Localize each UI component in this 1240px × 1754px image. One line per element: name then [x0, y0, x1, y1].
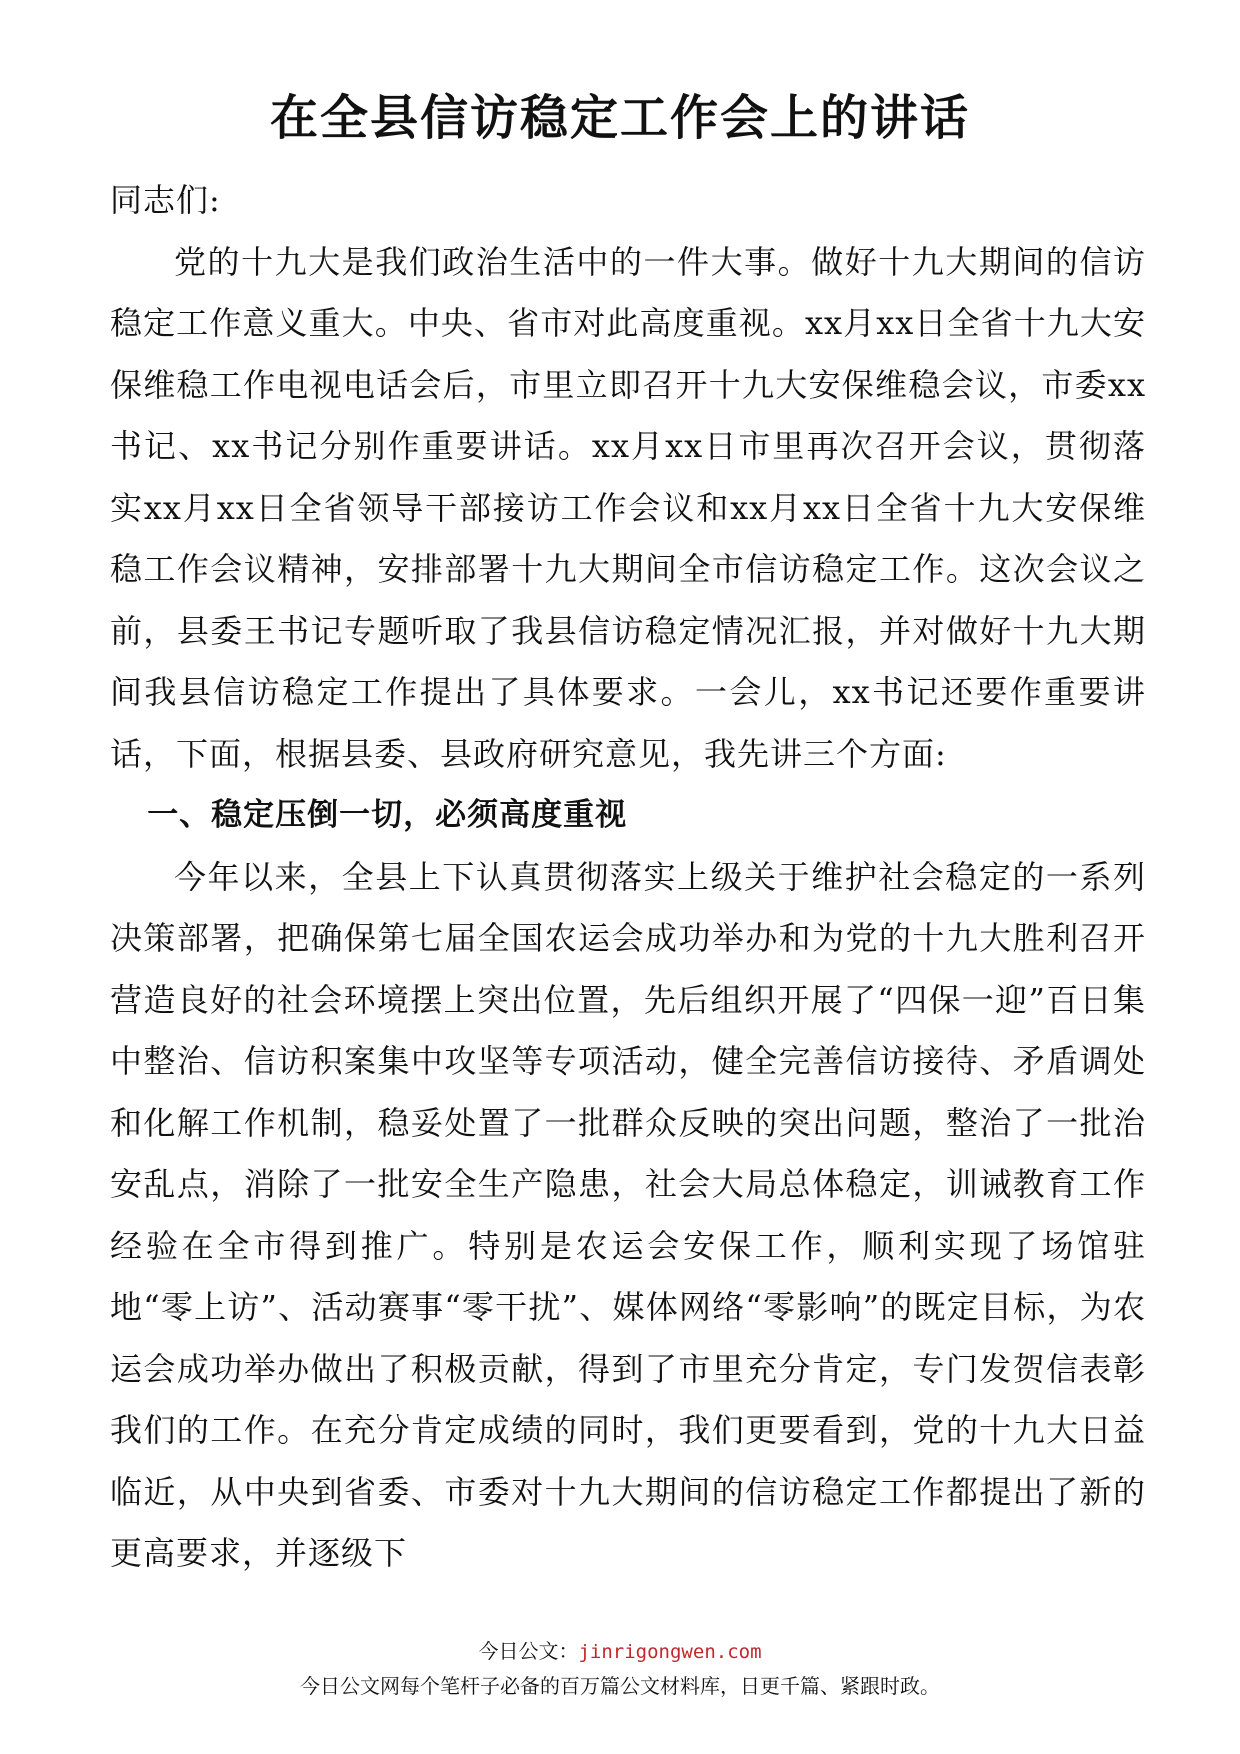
footer-site-line [0, 1634, 1240, 1669]
footer-url-link[interactable]: jinrigongwen.com [578, 1641, 762, 1663]
footer-separator: ： [558, 1639, 579, 1663]
section-heading-1: 一、稳定压倒一切，必须高度重视 [147, 797, 628, 833]
footer-tagline: 今日公文网每个笔杆子必备的百万篇公文材料库，日更千篇、紧跟时政。 [300, 1674, 940, 1698]
paragraph-intro: 党的十九大是我们政治生活中的一件大事。做好十九大期间的信访稳定工作意义重大。中央、省市对此高度重视。xx月xx日全省十九大安保维稳工作电视电话会后，市里立即召开十九大安保维稳会议，市委xx书记、xx书记分别作重要讲话。xx月xx日市里再次召开会议，贯彻落实xx月xx日全省领导干部接访工作会议和xx月xx日全省十九大安保维稳工作会议精神，安排部署十九大期间全市信访稳定工作。这次会议之前，县委王书记专题听取了我县信访稳定情况汇报，并对做好十九大期间我县信访稳定工作提出了具体要求。一会儿，xx书记还要作重要讲话，下面，根据县委、县政府研究意见，我先讲三个方面: [110, 242, 1146, 773]
footer [0, 1634, 1240, 1703]
document-body [110, 170, 1146, 1585]
document-title: 在全县信访稳定工作会上的讲话 [269, 90, 970, 146]
footer-site-name: 今日公文 [478, 1639, 559, 1663]
salutation: 同志们: [110, 181, 221, 219]
paragraph-section-1: 今年以来，全县上下认真贯彻落实上级关于维护社会稳定的一系列决策部署，把确保第七届全国农运会成功举办和为党的十九大胜利召开营造良好的社会环境摆上突出位置，先后组织开展了“四保一迎”百日集中整治、信访积案集中攻坚等专项活动，健全完善信访接待、矛盾调处和化解工作机制，稳妥处置了一批群众反映的突出问题，整治了一批治安乱点，消除了一批安全生产隐患，社会大局总体稳定，训诫教育工作经验在全市得到推广。特别是农运会安保工作，顺利实现了场馆驻地“零上访”、活动赛事“零干扰”、媒体网络“零影响”的既定目标，为农运会成功举办做出了积极贡献，得到了市里充分肯定，专门发贺信表彰我们的工作。在充分肯定成绩的同时，我们更要看到，党的十九大日益临近，从中央到省委、市委对十九大期间的信访稳定工作都提出了新的更高要求，并逐级下 [110, 857, 1146, 1572]
